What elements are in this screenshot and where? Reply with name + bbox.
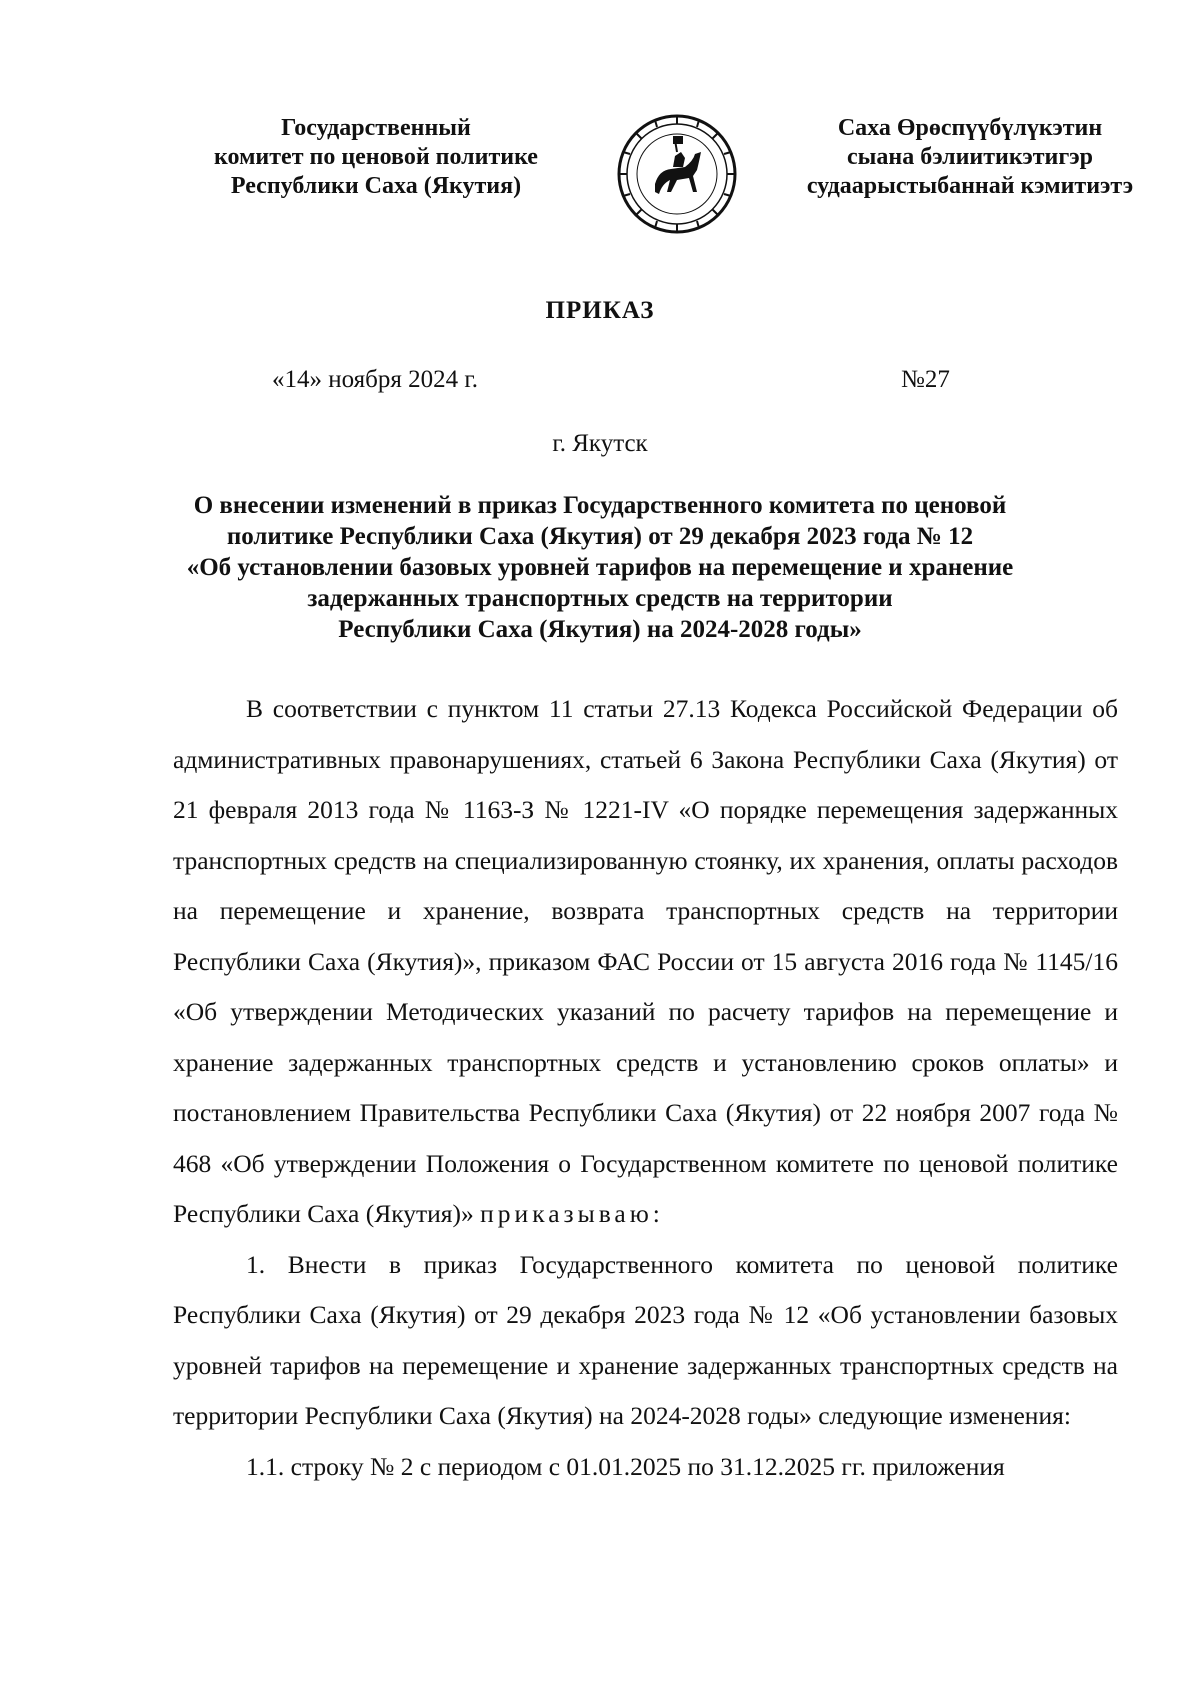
issuer-line: судаарыстыбаннай кэмитиэтэ <box>806 173 1134 199</box>
title-line: О внесении изменений в приказ Государственного комитета по ценовой <box>193 492 1007 519</box>
item-1-paragraph: 1. Внести в приказ Государственного комитета по ценовой политике Республики Саха (Якутия) от 29 декабря 2023 года № 12 «Об установлении базовых уровней тарифов на перемещение и хранение задержанных транспортных средств на территории Республики Саха (Якутия) на 2024-2028 годы» следующие изменения: <box>173 1249 1118 1430</box>
issuer-name-russian <box>176 114 576 201</box>
order-number: №27 <box>901 366 950 393</box>
issuer-name-yakut <box>775 114 1165 201</box>
item-1-1-paragraph: 1.1. строку № 2 с периодом с 01.01.2025 по 31.12.2025 гг. приложения <box>246 1451 1005 1481</box>
order-date: «14» ноября 2024 г. <box>272 366 479 393</box>
preamble-paragraph <box>173 684 1118 1240</box>
issue-city: г. Якутск <box>552 430 648 457</box>
preamble-text: В соответствии с пунктом 11 статьи 27.13 Кодекса Российской Федерации об административных правонарушениях, статьей 6 Закона Республики Саха (Якутия) от 21 февраля 2013 года № 1163-З № 1221-IV «О порядке перемещения задержанных транспортных средств на специализированную стоянку, их хранения, оплаты расходов на перемещение и хранение, возврата транспортных средств на территории Республики Саха (Якутия)», приказом ФАС России от 15 августа 2016 года № 1145/16 «Об утверждении Методических указаний по расчету тарифов на перемещение и хранение задержанных транспортных средств и установлению сроков оплаты» и постановлением Правительства Республики Саха (Якутия) от 22 ноября 2007 года № 468 «Об утверждении Положения о Государственном комитете по ценовой политике Республики Саха (Якутия)» <box>173 694 1118 1228</box>
title-line: Республики Саха (Якутия) на 2024-2028 годы» <box>338 616 862 643</box>
title-line: задержанных транспортных средств на территории <box>307 585 893 612</box>
order-title <box>160 490 1040 645</box>
issuer-line: Республики Саха (Якутия) <box>230 173 522 199</box>
document-type-heading: ПРИКАЗ <box>545 297 655 324</box>
issuer-line: комитет по ценовой политике <box>214 144 538 170</box>
title-line: политике Республики Саха (Якутия) от 29 декабря 2023 года № 12 <box>226 523 974 550</box>
order-body <box>173 684 1118 1492</box>
order-word: приказываю: <box>480 1199 664 1228</box>
title-line: «Об установлении базовых уровней тарифов на перемещение и хранение <box>186 554 1014 581</box>
issuer-line: Государственный <box>281 115 471 141</box>
sakha-republic-emblem-icon <box>615 112 739 236</box>
issuer-line: Саха Өрөспүүбүлүкэтин <box>837 115 1103 141</box>
issuer-line: сыана бэлиитикэтигэр <box>846 144 1093 170</box>
